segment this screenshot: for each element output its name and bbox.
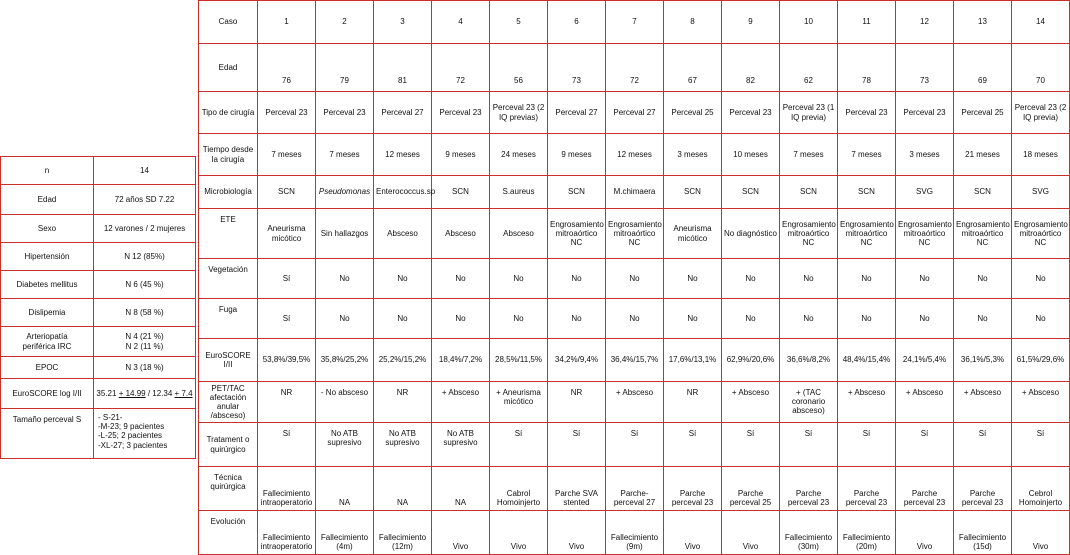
cell-evo-case-6: Vivo	[548, 511, 606, 555]
cases-row-evo	[199, 511, 1070, 555]
cell-fuga-case-5: No	[490, 299, 548, 339]
cell-euro-case-5: 28,5%/11,5%	[490, 339, 548, 382]
cell-pet-case-4: + Absceso	[432, 382, 490, 423]
cell-micro-case-14: SVG	[1012, 176, 1070, 209]
cell-ete-case-4: Absceso	[432, 209, 490, 259]
summary-row-tamano	[1, 409, 196, 459]
row-header-evo: Evolución	[199, 511, 258, 555]
cases-table	[198, 0, 1070, 555]
summary-row-arteriopatia	[1, 327, 196, 357]
summary-value-edad: 72 años SD 7.22	[94, 185, 196, 215]
cases-row-edad	[199, 44, 1070, 92]
summary-label-n: n	[1, 157, 94, 185]
cell-micro-case-6: SCN	[548, 176, 606, 209]
cell-tipo-case-14: Perceval 23 (2 IQ previa)	[1012, 92, 1070, 134]
cell-euro-case-12: 24,1%/5,4%	[896, 339, 954, 382]
cell-euro-case-4: 18,4%/7,2%	[432, 339, 490, 382]
cell-ete-case-8: Aneurisma micótico	[664, 209, 722, 259]
row-header-edad: Edad	[199, 44, 258, 92]
cell-euro-case-13: 36,1%/5,3%	[954, 339, 1012, 382]
summary-label-edad: Edad	[1, 185, 94, 215]
cases-row-micro	[199, 176, 1070, 209]
cell-micro-case-4: SCN	[432, 176, 490, 209]
summary-value-epoc: N 3 (18 %)	[94, 357, 196, 379]
cell-tec-case-9: Parche perceval 25	[722, 467, 780, 511]
cell-fuga-case-14: No	[1012, 299, 1070, 339]
cell-euro-case-6: 34,2%/9,4%	[548, 339, 606, 382]
cell-edad-case-8: 67	[664, 44, 722, 92]
summary-row-euroscore	[1, 379, 196, 409]
cell-fuga-case-2: No	[316, 299, 374, 339]
cell-tec-case-7: Parche-perceval 27	[606, 467, 664, 511]
cases-row-veg	[199, 259, 1070, 299]
cell-tec-case-6: Parche SVA stented	[548, 467, 606, 511]
cell-tiempo-case-8: 3 meses	[664, 134, 722, 176]
cell-caso-case-12: 12	[896, 1, 954, 44]
summary-value-dislipemia: N 8 (58 %)	[94, 299, 196, 327]
cell-caso-case-6: 6	[548, 1, 606, 44]
cell-pet-case-8: NR	[664, 382, 722, 423]
cell-ete-case-11: Engrosamiento mitroaórtico NC	[838, 209, 896, 259]
cases-row-tec	[199, 467, 1070, 511]
cell-trat-case-1: Sí	[258, 423, 316, 467]
summary-label-euroscore: EuroSCORE log I/II	[1, 379, 94, 409]
cell-tec-case-13: Parche perceval 23	[954, 467, 1012, 511]
cell-tiempo-case-1: 7 meses	[258, 134, 316, 176]
tamano-line-1: - S-21-	[98, 413, 123, 422]
cell-tiempo-case-3: 12 meses	[374, 134, 432, 176]
summary-row-n	[1, 157, 196, 185]
cell-tipo-case-7: Perceval 27	[606, 92, 664, 134]
cell-tec-case-8: Parche perceval 23	[664, 467, 722, 511]
cell-trat-case-12: Sí	[896, 423, 954, 467]
arteriopatia-value-line1: N 4 (21 %)	[125, 332, 164, 342]
cell-veg-case-8: No	[664, 259, 722, 299]
cell-tipo-case-6: Perceval 27	[548, 92, 606, 134]
cell-tiempo-case-6: 9 meses	[548, 134, 606, 176]
cell-evo-case-3: Fallecimiento (12m)	[374, 511, 432, 555]
cell-tiempo-case-2: 7 meses	[316, 134, 374, 176]
cell-tiempo-case-5: 24 meses	[490, 134, 548, 176]
cell-caso-case-8: 8	[664, 1, 722, 44]
summary-value-sexo: 12 varones / 2 mujeres	[94, 215, 196, 243]
cell-evo-case-11: Fallecimiento (20m)	[838, 511, 896, 555]
cell-veg-case-2: No	[316, 259, 374, 299]
cell-tiempo-case-4: 9 meses	[432, 134, 490, 176]
cell-tipo-case-10: Perceval 23 (1 IQ previa)	[780, 92, 838, 134]
cell-evo-case-4: Vivo	[432, 511, 490, 555]
cell-pet-case-10: + (TAC coronario absceso)	[780, 382, 838, 423]
cell-caso-case-11: 11	[838, 1, 896, 44]
cell-edad-case-2: 79	[316, 44, 374, 92]
summary-value-arteriopatia	[94, 327, 196, 357]
row-header-ete: ETE	[199, 209, 258, 259]
cell-ete-case-14: Engrosamiento mitroaórtico NC	[1012, 209, 1070, 259]
cell-tiempo-case-9: 10 meses	[722, 134, 780, 176]
cell-edad-case-11: 78	[838, 44, 896, 92]
cell-tipo-case-12: Perceval 23	[896, 92, 954, 134]
cell-edad-case-6: 73	[548, 44, 606, 92]
cell-euro-case-11: 48,4%/15,4%	[838, 339, 896, 382]
cell-micro-case-10: SCN	[780, 176, 838, 209]
cell-micro-case-12: SVG	[896, 176, 954, 209]
cell-trat-case-6: Sí	[548, 423, 606, 467]
cell-micro-case-3: Enterococcus.sp	[374, 176, 432, 209]
cell-tipo-case-8: Perceval 25	[664, 92, 722, 134]
cell-evo-case-9: Vivo	[722, 511, 780, 555]
cell-veg-case-10: No	[780, 259, 838, 299]
cell-edad-case-10: 62	[780, 44, 838, 92]
cell-fuga-case-6: No	[548, 299, 606, 339]
euroscore-value-a: 35.21	[96, 388, 117, 398]
cell-tiempo-case-13: 21 meses	[954, 134, 1012, 176]
row-header-tec: Técnica quirúrgica	[199, 467, 258, 511]
cell-pet-case-6: NR	[548, 382, 606, 423]
cell-euro-case-3: 25,2%/15,2%	[374, 339, 432, 382]
cell-micro-case-7: M.chimaera	[606, 176, 664, 209]
row-header-fuga: Fuga	[199, 299, 258, 339]
summary-row-dislipemia	[1, 299, 196, 327]
patient-summary-table	[0, 156, 196, 459]
cell-tiempo-case-11: 7 meses	[838, 134, 896, 176]
cell-tipo-case-1: Perceval 23	[258, 92, 316, 134]
cell-tec-case-2: NA	[316, 467, 374, 511]
summary-value-hipertension: N 12 (85%)	[94, 243, 196, 271]
cell-caso-case-2: 2	[316, 1, 374, 44]
cell-ete-case-6: Engrosamiento mitroaórtico NC	[548, 209, 606, 259]
row-header-veg: Vegetación	[199, 259, 258, 299]
cell-trat-case-8: Sí	[664, 423, 722, 467]
cell-pet-case-11: + Absceso	[838, 382, 896, 423]
cell-caso-case-7: 7	[606, 1, 664, 44]
cell-veg-case-3: No	[374, 259, 432, 299]
euroscore-value-b: + 14.99	[118, 388, 146, 398]
tamano-line-4: -XL-27; 3 pacientes	[98, 440, 168, 450]
cell-caso-case-5: 5	[490, 1, 548, 44]
cell-tipo-case-5: Perceval 23 (2 IQ previas)	[490, 92, 548, 134]
cell-trat-case-2: No ATB supresivo	[316, 423, 374, 467]
cell-micro-case-8: SCN	[664, 176, 722, 209]
euroscore-value-c: / 12.34	[147, 388, 173, 398]
cell-ete-case-12: Engrosamiento mitroaórtico NC	[896, 209, 954, 259]
cell-trat-case-5: Sí	[490, 423, 548, 467]
cases-row-fuga	[199, 299, 1070, 339]
euroscore-value-d: + 7.4	[174, 388, 193, 398]
summary-row-sexo	[1, 215, 196, 243]
cell-tec-case-12: Parche perceval 23	[896, 467, 954, 511]
cases-row-tiempo	[199, 134, 1070, 176]
cell-fuga-case-12: No	[896, 299, 954, 339]
cell-fuga-case-1: Sí	[258, 299, 316, 339]
cell-caso-case-1: 1	[258, 1, 316, 44]
cell-veg-case-6: No	[548, 259, 606, 299]
cell-trat-case-14: Sí	[1012, 423, 1070, 467]
cell-caso-case-9: 9	[722, 1, 780, 44]
cell-edad-case-13: 69	[954, 44, 1012, 92]
cell-micro-case-1: SCN	[258, 176, 316, 209]
cell-tiempo-case-10: 7 meses	[780, 134, 838, 176]
cell-tec-case-11: Parche perceval 23	[838, 467, 896, 511]
cell-micro-case-9: SCN	[722, 176, 780, 209]
row-header-trat: Tratament o quirúrgico	[199, 423, 258, 467]
cell-tec-case-4: NA	[432, 467, 490, 511]
row-header-micro: Microbiología	[199, 176, 258, 209]
cell-trat-case-4: No ATB supresivo	[432, 423, 490, 467]
cell-evo-case-2: Fallecimiento (4m)	[316, 511, 374, 555]
summary-label-diabetes: Diabetes mellitus	[1, 271, 94, 299]
cases-row-euro	[199, 339, 1070, 382]
summary-row-hipertension	[1, 243, 196, 271]
cell-fuga-case-3: No	[374, 299, 432, 339]
cell-edad-case-3: 81	[374, 44, 432, 92]
summary-label-tamano: Tamaño perceval S	[1, 409, 94, 459]
cell-tec-case-1: Fallecimiento intraoperatorio	[258, 467, 316, 511]
summary-row-epoc	[1, 357, 196, 379]
cell-veg-case-1: Sí	[258, 259, 316, 299]
summary-label-hipertension: Hipertensión	[1, 243, 94, 271]
cell-pet-case-1: NR	[258, 382, 316, 423]
cell-evo-case-7: Fallecimiento (9m)	[606, 511, 664, 555]
cell-tipo-case-3: Perceval 27	[374, 92, 432, 134]
cell-ete-case-5: Absceso	[490, 209, 548, 259]
cell-ete-case-9: No diagnóstico	[722, 209, 780, 259]
cell-veg-case-5: No	[490, 259, 548, 299]
cell-ete-case-2: Sin hallazgos	[316, 209, 374, 259]
cell-micro-case-2: Pseudomonas	[316, 176, 374, 209]
cell-ete-case-13: Engrosamiento mitroaórtico NC	[954, 209, 1012, 259]
cell-edad-case-4: 72	[432, 44, 490, 92]
cell-ete-case-10: Engrosamiento mitroaórtico NC	[780, 209, 838, 259]
cell-evo-case-5: Vivo	[490, 511, 548, 555]
summary-label-epoc: EPOC	[1, 357, 94, 379]
summary-label-sexo: Sexo	[1, 215, 94, 243]
cell-trat-case-3: No ATB supresivo	[374, 423, 432, 467]
cell-veg-case-11: No	[838, 259, 896, 299]
cell-trat-case-9: Sí	[722, 423, 780, 467]
cell-trat-case-13: Sí	[954, 423, 1012, 467]
row-header-tipo: Tipo de cirugía	[199, 92, 258, 134]
cell-edad-case-1: 76	[258, 44, 316, 92]
cases-row-ete	[199, 209, 1070, 259]
cell-tec-case-10: Parche perceval 23	[780, 467, 838, 511]
cell-edad-case-12: 73	[896, 44, 954, 92]
cell-tec-case-5: Cabrol Homoinjerto	[490, 467, 548, 511]
cell-tipo-case-2: Perceval 23	[316, 92, 374, 134]
cell-pet-case-9: + Absceso	[722, 382, 780, 423]
cell-ete-case-7: Engrosamiento mitroaórtico NC	[606, 209, 664, 259]
summary-value-diabetes: N 6 (45 %)	[94, 271, 196, 299]
cell-pet-case-14: + Absceso	[1012, 382, 1070, 423]
cell-euro-case-14: 61,5%/29,6%	[1012, 339, 1070, 382]
cell-caso-case-4: 4	[432, 1, 490, 44]
cell-tipo-case-11: Perceval 23	[838, 92, 896, 134]
cell-trat-case-11: Sí	[838, 423, 896, 467]
cell-ete-case-3: Absceso	[374, 209, 432, 259]
cell-edad-case-14: 70	[1012, 44, 1070, 92]
cell-euro-case-8: 17,6%/13,1%	[664, 339, 722, 382]
cell-evo-case-12: Vivo	[896, 511, 954, 555]
summary-row-edad	[1, 185, 196, 215]
arteriopatia-label-line1: Arteriopatía	[26, 332, 68, 342]
cell-micro-case-13: SCN	[954, 176, 1012, 209]
cell-fuga-case-7: No	[606, 299, 664, 339]
cell-fuga-case-4: No	[432, 299, 490, 339]
cell-tiempo-case-12: 3 meses	[896, 134, 954, 176]
cell-tiempo-case-14: 18 meses	[1012, 134, 1070, 176]
summary-value-euroscore	[94, 379, 196, 409]
cell-ete-case-1: Aneurisma micótico	[258, 209, 316, 259]
cell-tiempo-case-7: 12 meses	[606, 134, 664, 176]
summary-value-tamano	[94, 409, 196, 459]
cases-row-trat	[199, 423, 1070, 467]
cell-euro-case-1: 53,8%/39,5%	[258, 339, 316, 382]
cell-veg-case-14: No	[1012, 259, 1070, 299]
summary-row-diabetes	[1, 271, 196, 299]
summary-label-dislipemia: Dislipemia	[1, 299, 94, 327]
arteriopatia-label-line2: periférica IRC	[22, 341, 72, 351]
cell-edad-case-5: 56	[490, 44, 548, 92]
cell-caso-case-14: 14	[1012, 1, 1070, 44]
tamano-line-2: -M-23; 9 pacientes	[98, 422, 165, 432]
cell-fuga-case-11: No	[838, 299, 896, 339]
cell-pet-case-7: + Absceso	[606, 382, 664, 423]
cell-edad-case-7: 72	[606, 44, 664, 92]
cell-euro-case-10: 36,6%/8,2%	[780, 339, 838, 382]
cell-tipo-case-4: Perceval 23	[432, 92, 490, 134]
cell-tec-case-14: Cebrol Homoinjerto	[1012, 467, 1070, 511]
cell-pet-case-3: NR	[374, 382, 432, 423]
cell-fuga-case-9: No	[722, 299, 780, 339]
summary-value-n: 14	[94, 157, 196, 185]
cell-caso-case-13: 13	[954, 1, 1012, 44]
cell-evo-case-8: Vivo	[664, 511, 722, 555]
cell-euro-case-7: 36,4%/15,7%	[606, 339, 664, 382]
cell-edad-case-9: 82	[722, 44, 780, 92]
arteriopatia-value-line2: N 2 (11 %)	[125, 341, 164, 351]
cases-row-caso	[199, 1, 1070, 44]
cell-micro-case-5: S.aureus	[490, 176, 548, 209]
cell-pet-case-12: + Absceso	[896, 382, 954, 423]
cell-pet-case-13: + Absceso	[954, 382, 1012, 423]
row-header-pet: PET/TAC afectación anular /absceso)	[199, 382, 258, 423]
cell-veg-case-12: No	[896, 259, 954, 299]
cell-caso-case-3: 3	[374, 1, 432, 44]
cell-evo-case-10: Fallecimiento (30m)	[780, 511, 838, 555]
row-header-tiempo: Tiempo desde la cirugía	[199, 134, 258, 176]
cell-tec-case-3: NA	[374, 467, 432, 511]
cases-row-pet	[199, 382, 1070, 423]
cases-row-tipo	[199, 92, 1070, 134]
cell-trat-case-7: Sí	[606, 423, 664, 467]
cell-fuga-case-13: No	[954, 299, 1012, 339]
cell-tipo-case-13: Perceval 25	[954, 92, 1012, 134]
tamano-line-3: -L-25; 2 pacientes	[98, 431, 163, 441]
cell-euro-case-2: 35,8%/25,2%	[316, 339, 374, 382]
cell-micro-case-11: SCN	[838, 176, 896, 209]
cell-tipo-case-9: Perceval 23	[722, 92, 780, 134]
cell-caso-case-10: 10	[780, 1, 838, 44]
summary-label-arteriopatia	[1, 327, 94, 357]
cell-evo-case-14: Vivo	[1012, 511, 1070, 555]
cell-fuga-case-10: No	[780, 299, 838, 339]
cell-euro-case-9: 62,9%/20,6%	[722, 339, 780, 382]
row-header-caso: Caso	[199, 1, 258, 44]
cell-trat-case-10: Sí	[780, 423, 838, 467]
cell-veg-case-9: No	[722, 259, 780, 299]
cell-veg-case-4: No	[432, 259, 490, 299]
cell-veg-case-7: No	[606, 259, 664, 299]
row-header-euro: EuroSCORE I/II	[199, 339, 258, 382]
cell-evo-case-1: Fallecimiento intraoperatorio	[258, 511, 316, 555]
cell-fuga-case-8: No	[664, 299, 722, 339]
cell-evo-case-13: Fallecimiento (15d)	[954, 511, 1012, 555]
cell-veg-case-13: No	[954, 259, 1012, 299]
cell-pet-case-5: + Aneurisma micótico	[490, 382, 548, 423]
cell-pet-case-2: - No absceso	[316, 382, 374, 423]
